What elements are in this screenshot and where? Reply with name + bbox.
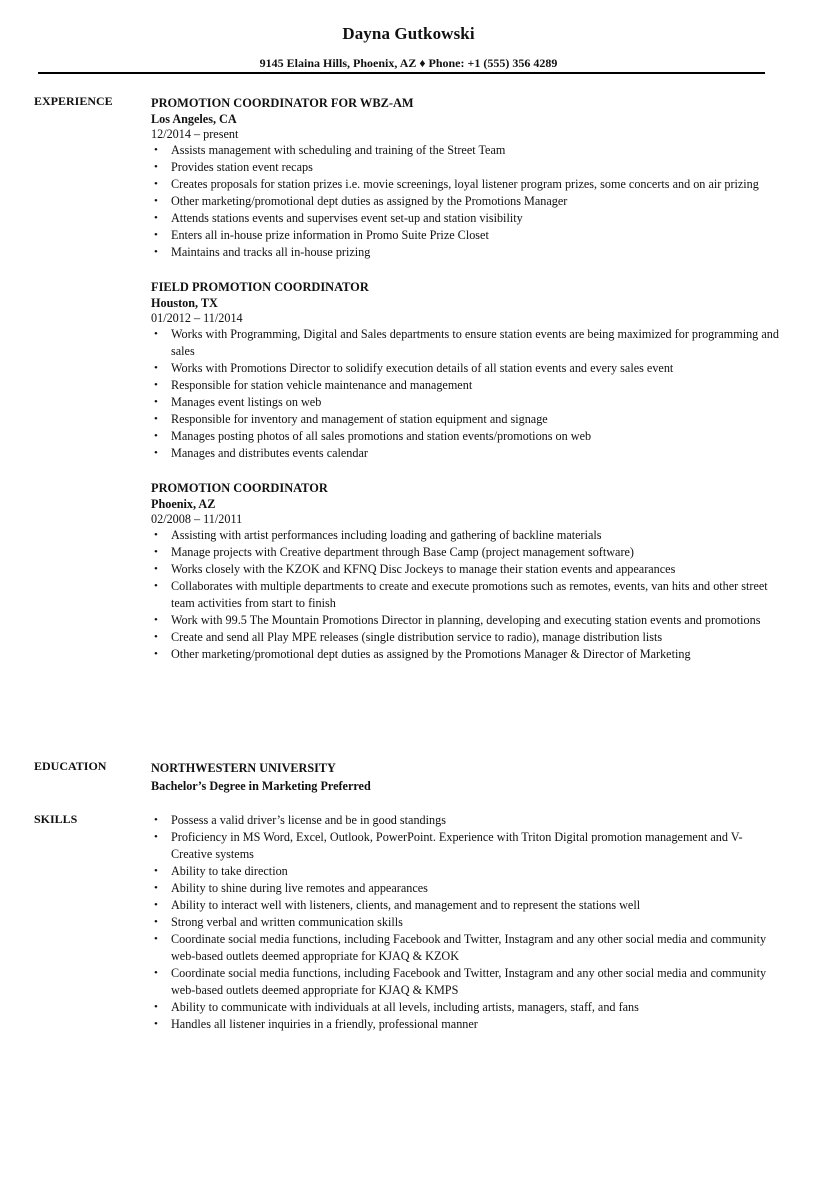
skill-item: • Handles all listener inquiries in a friendly, professional manner xyxy=(151,1016,781,1033)
experience-body xyxy=(151,94,781,680)
skill-item: • Ability to interact well with listeners, clients, and management and to represent the stations well xyxy=(151,897,781,914)
bullet-item: • Manage projects with Creative department through Base Camp (project management software) xyxy=(151,544,781,561)
bullet-item: • Responsible for station vehicle maintenance and management xyxy=(151,377,781,394)
education-body xyxy=(151,759,781,795)
job-location: Los Angeles, CA xyxy=(151,112,237,126)
contact-line: 9145 Elaina Hills, Phoenix, AZ ♦ Phone: +1 (555) 356 4289 xyxy=(259,56,558,70)
skill-item: • Ability to communicate with individuals at all levels, including artists, managers, staff, and fans xyxy=(151,999,781,1016)
job-title: PROMOTION COORDINATOR xyxy=(151,481,328,495)
section-label-experience: EXPERIENCE xyxy=(34,94,113,108)
job-dates: 01/2012 – 11/2014 xyxy=(151,311,243,325)
skill-item: • Coordinate social media functions, including Facebook and Twitter, Instagram and any other social media and community web-based outlets deemed appropriate for KJAQ & KMPS xyxy=(151,965,781,999)
job-title: FIELD PROMOTION COORDINATOR xyxy=(151,280,369,294)
job-entry xyxy=(151,278,781,462)
bullet-item: • Enters all in-house prize information in Promo Suite Prize Closet xyxy=(151,227,781,244)
job-dates: 02/2008 – 11/2011 xyxy=(151,512,243,526)
bullet-item: • Create and send all Play MPE releases (single distribution service to radio), manage distribution lists xyxy=(151,629,781,646)
section-label-education: EDUCATION xyxy=(34,759,107,773)
skill-item: • Strong verbal and written communication skills xyxy=(151,914,781,931)
bullet-item: • Collaborates with multiple departments to create and execute promotions such as remotes, events, van hits and other street team activities from start to finish xyxy=(151,578,781,612)
skill-item: • Coordinate social media functions, including Facebook and Twitter, Instagram and any other social media and community web-based outlets deemed appropriate for KJAQ & KZOK xyxy=(151,931,781,965)
job-entry xyxy=(151,479,781,663)
bullet-item: • Responsible for inventory and management of station equipment and signage xyxy=(151,411,781,428)
bullet-item: • Assists management with scheduling and training of the Street Team xyxy=(151,142,781,159)
bullet-item: • Works closely with the KZOK and KFNQ Disc Jockeys to manage their station events and appearances xyxy=(151,561,781,578)
skill-item: • Possess a valid driver’s license and be in good standings xyxy=(151,812,781,829)
bullet-item: • Creates proposals for station prizes i.e. movie screenings, loyal listener program prizes, some concerts and on air prizing xyxy=(151,176,781,193)
job-location: Phoenix, AZ xyxy=(151,497,216,511)
bullet-item: • Attends stations events and supervises event set-up and station visibility xyxy=(151,210,781,227)
job-location: Houston, TX xyxy=(151,296,218,310)
bullet-item: • Provides station event recaps xyxy=(151,159,781,176)
bullet-item: • Works with Promotions Director to solidify execution details of all station events and every sales event xyxy=(151,360,781,377)
bullet-item: • Other marketing/promotional dept duties as assigned by the Promotions Manager & Director of Marketing xyxy=(151,646,781,663)
skill-item: • Ability to take direction xyxy=(151,863,781,880)
job-bullets xyxy=(151,142,781,261)
candidate-name: Dayna Gutkowski xyxy=(342,24,475,43)
degree: Bachelor’s Degree in Marketing Preferred xyxy=(151,779,371,793)
header-divider xyxy=(38,72,765,74)
job-bullets xyxy=(151,527,781,663)
bullet-item: • Work with 99.5 The Mountain Promotions Director in planning, developing and executing station events and promotions xyxy=(151,612,781,629)
bullet-item: • Manages and distributes events calendar xyxy=(151,445,781,462)
job-title: PROMOTION COORDINATOR FOR WBZ-AM xyxy=(151,96,414,110)
skills-list xyxy=(151,812,781,1033)
skill-item: • Proficiency in MS Word, Excel, Outlook, PowerPoint. Experience with Triton Digital promotion management and V-Creative systems xyxy=(151,829,781,863)
bullet-item: • Manages posting photos of all sales promotions and station events/promotions on web xyxy=(151,428,781,445)
bullet-item: • Other marketing/promotional dept duties as assigned by the Promotions Manager xyxy=(151,193,781,210)
skill-item: • Ability to shine during live remotes and appearances xyxy=(151,880,781,897)
bullet-item: • Maintains and tracks all in-house prizing xyxy=(151,244,781,261)
job-dates: 12/2014 – present xyxy=(151,127,239,141)
skills-body xyxy=(151,812,781,1033)
job-entry xyxy=(151,94,781,261)
school-name: NORTHWESTERN UNIVERSITY xyxy=(151,761,336,775)
bullet-item: • Works with Programming, Digital and Sales departments to ensure station events are being maximized for programming and sales xyxy=(151,326,781,360)
job-bullets xyxy=(151,326,781,462)
section-label-skills: SKILLS xyxy=(34,812,78,826)
bullet-item: • Manages event listings on web xyxy=(151,394,781,411)
bullet-item: • Assisting with artist performances including loading and gathering of backline materials xyxy=(151,527,781,544)
